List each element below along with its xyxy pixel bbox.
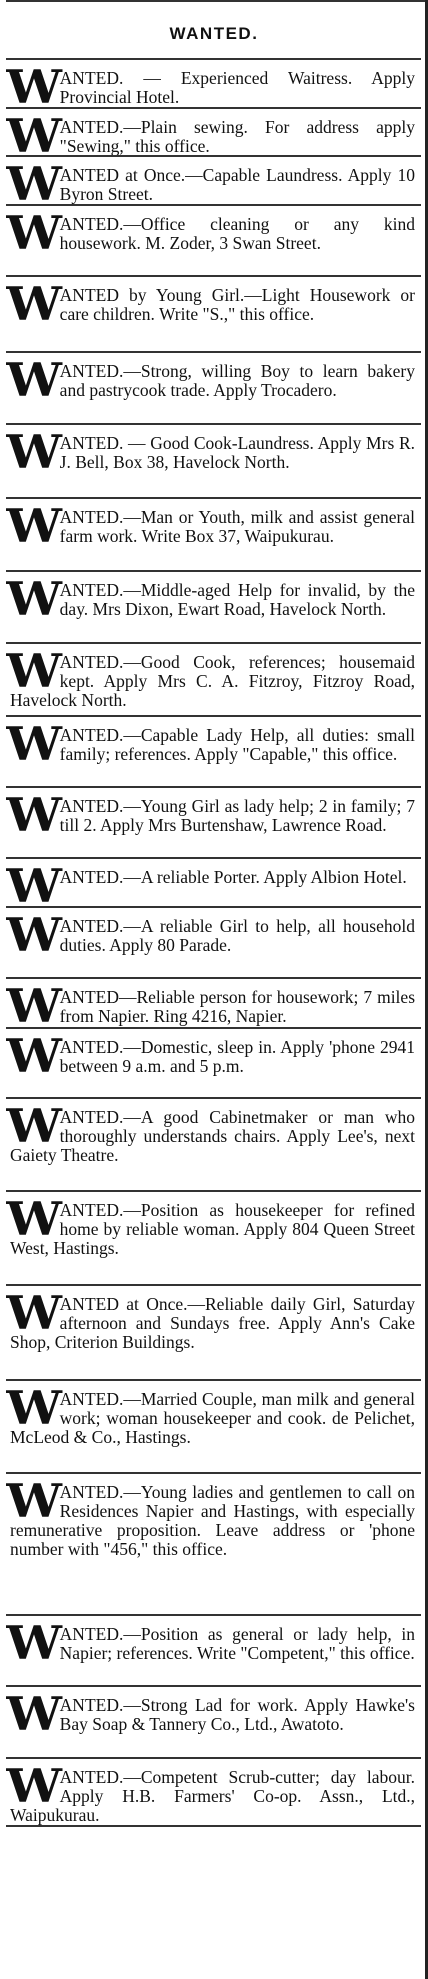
ad-text: ANTED.—Position as general or lady help, in Napier; references. Write "Competent," this office. bbox=[59, 1624, 415, 1663]
classified-ad bbox=[6, 58, 421, 107]
classified-ad bbox=[6, 1190, 421, 1284]
classified-ad bbox=[6, 351, 421, 423]
drop-cap-letter: W bbox=[6, 1381, 58, 1435]
classified-ads-list bbox=[6, 58, 421, 1827]
ad-text: ANTED.—Strong, willing Boy to learn bakery and pastrycook trade. Apply Trocadero. bbox=[59, 361, 415, 400]
classified-ad bbox=[6, 275, 421, 351]
ad-text: ANTED.—Young Girl as lady help; 2 in family; 7 till 2. Apply Mrs Burtenshaw, Lawrence Road. bbox=[59, 796, 415, 835]
classified-ad bbox=[6, 1757, 421, 1827]
classified-ad bbox=[6, 1614, 421, 1685]
ad-text: ANTED at Once.—Reliable daily Girl, Saturday afternoon and Sundays free. Apply Ann's Cake Shop, Criterion Buildings. bbox=[10, 1294, 415, 1352]
classified-ad bbox=[6, 906, 421, 977]
ad-text: ANTED. — Good Cook-Laundress. Apply Mrs R. J. Bell, Box 38, Havelock North. bbox=[59, 433, 415, 472]
drop-cap-letter: W bbox=[6, 572, 58, 626]
drop-cap-letter: W bbox=[6, 353, 58, 407]
drop-cap-letter: W bbox=[6, 157, 58, 204]
drop-cap-letter: W bbox=[6, 1029, 58, 1083]
classified-ad bbox=[6, 107, 421, 155]
drop-cap-letter: W bbox=[6, 109, 58, 155]
drop-cap-letter: W bbox=[6, 1286, 58, 1340]
classified-ad bbox=[6, 786, 421, 857]
ad-text: ANTED.—Office cleaning or any kind housework. M. Zoder, 3 Swan Street. bbox=[59, 214, 415, 253]
ad-text: ANTED—Reliable person for housework; 7 miles from Napier. Ring 4216, Napier. bbox=[59, 987, 415, 1026]
ad-text: ANTED.—A good Cabinetmaker or man who thoroughly understands chairs. Apply Lee's, next Gaiety Theatre. bbox=[10, 1107, 415, 1165]
ad-text: ANTED at Once.—Capable Laundress. Apply 10 Byron Street. bbox=[59, 165, 415, 204]
classified-ad bbox=[6, 155, 421, 204]
ad-text: ANTED. — Experienced Waitress. Apply Provincial Hotel. bbox=[59, 68, 415, 107]
drop-cap-letter: W bbox=[6, 859, 58, 906]
ad-text: ANTED.—Domestic, sleep in. Apply 'phone 2941 between 9 a.m. and 5 p.m. bbox=[59, 1037, 415, 1076]
drop-cap-letter: W bbox=[6, 425, 58, 479]
classified-ad bbox=[6, 1472, 421, 1614]
ad-text: ANTED.—Married Couple, man milk and general work; woman housekeeper and cook. de Pelichet, McLeod & Co., Hastings. bbox=[10, 1389, 415, 1447]
classified-ad bbox=[6, 570, 421, 642]
ad-text: ANTED.—Position as housekeeper for refined home by reliable woman. Apply 804 Queen Street West, Hastings. bbox=[10, 1200, 415, 1258]
drop-cap-letter: W bbox=[6, 1616, 58, 1670]
classified-ad bbox=[6, 1097, 421, 1190]
drop-cap-letter: W bbox=[6, 499, 58, 553]
section-heading: WANTED. bbox=[169, 24, 259, 43]
drop-cap-letter: W bbox=[6, 206, 58, 260]
ad-text: ANTED.—Strong Lad for work. Apply Hawke's Bay Soap & Tannery Co., Ltd., Awatoto. bbox=[59, 1695, 415, 1734]
ad-text: ANTED.—Young ladies and gentlemen to call on Residences Napier and Hastings, with especially remunerative proposition. Leave address or 'phone number with "456," this office. bbox=[10, 1482, 415, 1559]
ad-text: ANTED.—Competent Scrub-cutter; day labour. Apply H.B. Farmers' Co-op. Assn., Ltd., Waipukurau. bbox=[10, 1767, 415, 1825]
drop-cap-letter: W bbox=[6, 1687, 58, 1741]
drop-cap-letter: W bbox=[6, 60, 58, 107]
drop-cap-letter: W bbox=[6, 644, 58, 698]
ad-text: ANTED.—Capable Lady Help, all duties: small family; references. Apply "Capable," this office. bbox=[59, 725, 415, 764]
classified-ad bbox=[6, 204, 421, 275]
classified-ad bbox=[6, 423, 421, 497]
drop-cap-letter: W bbox=[6, 1099, 58, 1153]
drop-cap-letter: W bbox=[6, 717, 58, 771]
ad-text: ANTED.—Man or Youth, milk and assist general farm work. Write Box 37, Waipukurau. bbox=[59, 507, 415, 546]
classified-ad bbox=[6, 857, 421, 906]
classified-ad bbox=[6, 977, 421, 1027]
classified-ad bbox=[6, 1027, 421, 1097]
ad-text: ANTED.—Middle-aged Help for invalid, by the day. Mrs Dixon, Ewart Road, Havelock North. bbox=[59, 580, 415, 619]
classified-ad bbox=[6, 715, 421, 786]
drop-cap-letter: W bbox=[6, 1474, 58, 1528]
ad-text: ANTED.—Good Cook, references; housemaid kept. Apply Mrs C. A. Fitzroy, Fitzroy Road, Havelock North. bbox=[10, 652, 415, 710]
drop-cap-letter: W bbox=[6, 908, 58, 962]
drop-cap-letter: W bbox=[6, 1759, 58, 1813]
drop-cap-letter: W bbox=[6, 788, 58, 842]
ad-text: ANTED by Young Girl.—Light Housework or care children. Write "S.," this office. bbox=[59, 285, 415, 324]
classified-ad bbox=[6, 497, 421, 570]
classified-ad bbox=[6, 1284, 421, 1379]
ad-text: ANTED.—A reliable Porter. Apply Albion Hotel. bbox=[59, 867, 407, 887]
drop-cap-letter: W bbox=[6, 1192, 58, 1246]
classified-ad bbox=[6, 1379, 421, 1472]
drop-cap-letter: W bbox=[6, 979, 58, 1027]
top-rule bbox=[6, 0, 428, 2]
drop-cap-letter: W bbox=[6, 277, 58, 331]
ad-text: ANTED.—Plain sewing. For address apply "Sewing," this office. bbox=[59, 117, 415, 155]
classified-ad bbox=[6, 642, 421, 715]
ad-text: ANTED.—A reliable Girl to help, all household duties. Apply 80 Parade. bbox=[59, 916, 415, 955]
classified-ad bbox=[6, 1685, 421, 1757]
